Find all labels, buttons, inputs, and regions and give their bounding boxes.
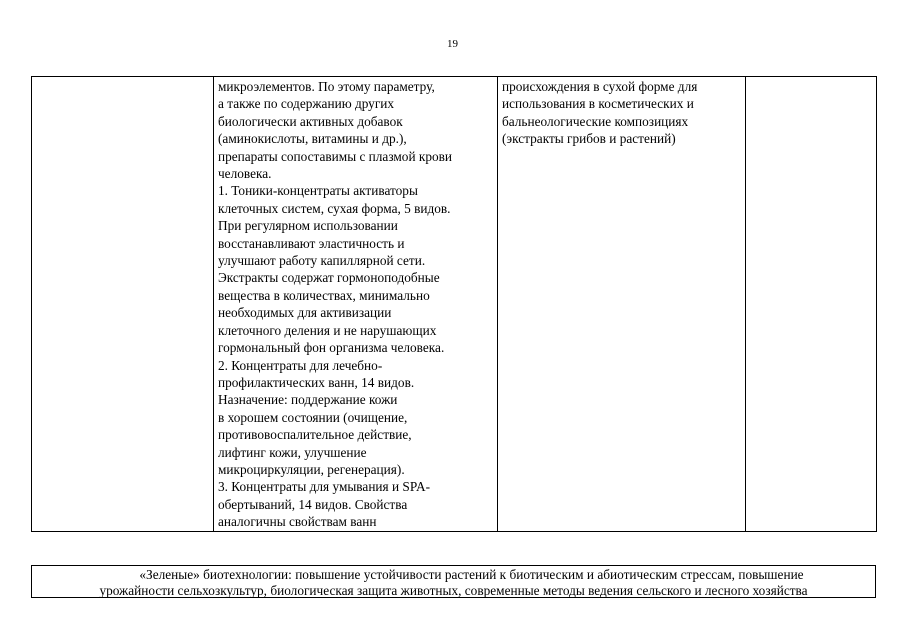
text-line: вещества в количествах, минимально [218,287,430,303]
content-table [31,76,877,532]
text-line: обертываний, 14 видов. Свойства [218,496,408,512]
text-line: препараты сопоставимы с плазмой крови [218,148,453,164]
text-line: Экстракты содержат гормоноподобные [218,270,440,286]
text-line: аналогичны свойствам ванн [218,514,377,530]
text-line: а также по содержанию других [218,96,395,112]
text-line: человека. [218,166,272,182]
text-line: профилактических ванн, 14 видов. [218,374,415,390]
table-cell-description [214,77,498,532]
text-line: 1. Тоники-концентраты активаторы [218,183,418,199]
text-line: Назначение: поддержание кожи [218,392,398,408]
table-row [32,77,877,532]
text-line: 2. Концентраты для лечебно- [218,357,383,373]
section-heading-line-1: «Зеленые» биотехнологии: повышение устойчивости растений к биотическим и абиотическим стрессам, повышение [139,567,804,582]
text-line: (экстракты грибов и растений) [502,131,676,147]
text-line: противовоспалительное действие, [218,427,412,443]
text-line: микроэлементов. По этому параметру, [218,79,435,94]
text-line: 3. Концентраты для умывания и SPA- [218,479,431,495]
text-line: клеточных систем, сухая форма, 5 видов. [218,200,451,216]
text-line: бальнеологические композициях [502,113,689,129]
text-line: (аминокислоты, витамины и др.), [218,131,407,147]
text-line: При регулярном использовании [218,218,398,234]
text-line: улучшают работу капиллярной сети. [218,253,426,269]
table-cell-origin [498,77,746,532]
text-line: гормональный фон организма человека. [218,340,445,356]
text-line: биологически активных добавок [218,113,403,129]
text-line: лифтинг кожи, улучшение [218,444,367,460]
text-line: клеточного деления и не нарушающих [218,322,437,338]
text-line: происхождения в сухой форме для [502,79,698,94]
text-line: восстанавливают эластичность и [218,235,405,251]
table-cell-empty-4 [746,77,877,532]
text-line: микроциркуляции, регенерация). [218,461,405,477]
text-line: в хорошем состоянии (очищение, [218,409,408,425]
table-cell-empty-1 [32,77,214,532]
text-line: необходимых для активизации [218,305,392,321]
page-number: 19 [447,38,458,50]
section-heading-line-2: урожайности сельхозкультур, биологическая защита животных, современные методы ведения сельского и лесного хозяйства [99,583,808,598]
section-heading-box [31,565,876,598]
text-line: использования в косметических и [502,96,694,112]
